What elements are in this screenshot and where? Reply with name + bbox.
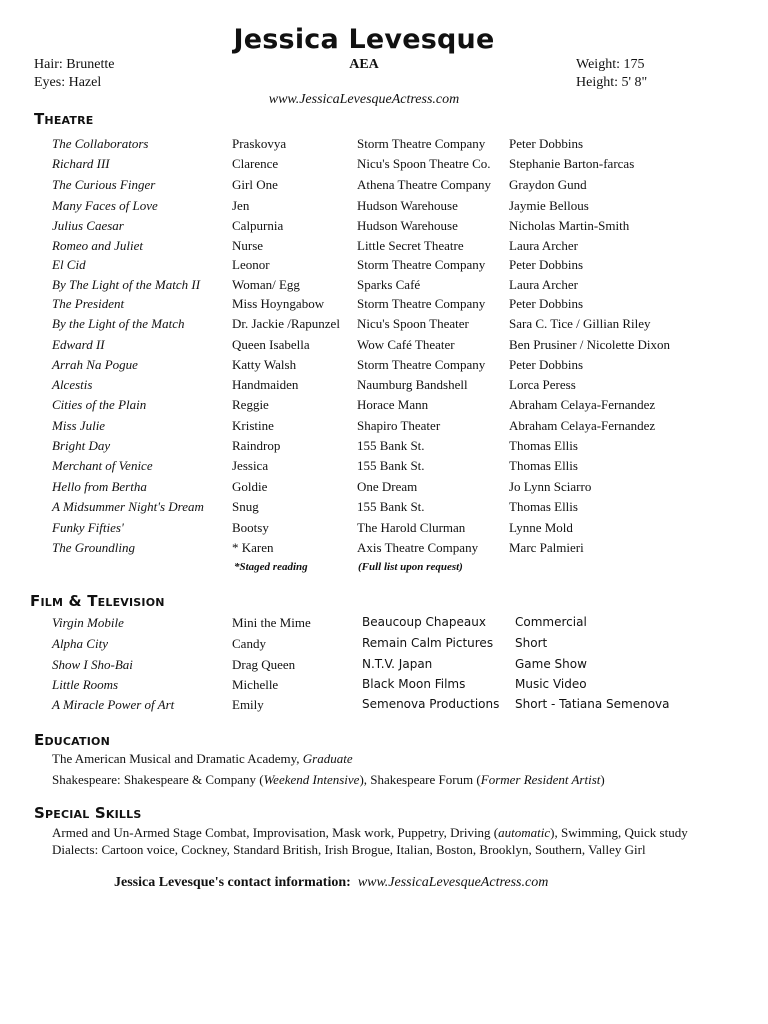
theatre-title: El Cid <box>52 257 86 272</box>
theatre-venue: Hudson Warehouse <box>357 218 458 233</box>
theatre-venue: Axis Theatre Company <box>357 540 479 555</box>
film-tv-title: Show I Sho-Bai <box>52 657 133 672</box>
theatre-role: Raindrop <box>232 438 281 453</box>
theatre-director: Jaymie Bellous <box>509 198 589 213</box>
hair-color: Hair: Brunette <box>34 57 115 72</box>
theatre-role: Dr. Jackie /Rapunzel <box>232 316 340 331</box>
theatre-venue: Little Secret Theatre <box>357 238 464 253</box>
theatre-row <box>0 337 768 357</box>
film-tv-role: Mini the Mime <box>232 615 311 630</box>
theatre-title: The Groundling <box>52 540 135 555</box>
theatre-title: The President <box>52 296 125 311</box>
film-tv-row <box>0 697 768 717</box>
theatre-director: Abraham Celaya-Fernandez <box>509 418 656 433</box>
education-amda-degree: Graduate <box>302 751 353 766</box>
special-skills-heading: Special Skills <box>34 804 142 822</box>
resume-name: Jessica Levesque <box>233 24 495 55</box>
height: Height: 5' 8" <box>576 75 648 90</box>
education-amda-text: The American Musical and Dramatic Academy, <box>52 751 303 766</box>
film-tv-heading: Film & Television <box>30 592 165 610</box>
theatre-role: Girl One <box>232 177 278 192</box>
education-heading: Education <box>34 731 110 749</box>
education-shakespeare-text-e: ) <box>600 772 605 787</box>
theatre-role: Handmaiden <box>232 377 299 392</box>
skills-text-c: ), Swimming, Quick study <box>550 825 688 840</box>
theatre-title: Funky Fifties' <box>52 520 124 535</box>
theatre-venue: Wow Café Theater <box>357 337 455 352</box>
theatre-role: Nurse <box>232 238 264 253</box>
theatre-row <box>0 397 768 417</box>
theatre-title: By the Light of the Match <box>52 316 185 331</box>
film-tv-row <box>0 636 768 656</box>
theatre-director: Jo Lynn Sciarro <box>509 479 592 494</box>
theatre-venue: One Dream <box>357 479 418 494</box>
theatre-title: Richard III <box>52 156 110 171</box>
film-tv-company: Semenova Productions <box>362 697 500 711</box>
theatre-director: Lorca Peress <box>509 377 576 392</box>
theatre-title: Many Faces of Love <box>52 198 158 213</box>
theatre-title: The Collaborators <box>52 136 149 151</box>
theatre-role: Jen <box>232 198 250 213</box>
theatre-row <box>0 177 768 197</box>
theatre-row <box>0 499 768 519</box>
theatre-role: Woman/ Egg <box>232 277 300 292</box>
theatre-role: Katty Walsh <box>232 357 297 372</box>
theatre-title: Edward II <box>52 337 105 352</box>
film-tv-type: Short - Tatiana Semenova <box>515 697 670 711</box>
theatre-director: Graydon Gund <box>509 177 587 192</box>
theatre-row <box>0 238 768 258</box>
theatre-venue: Athena Theatre Company <box>357 177 492 192</box>
film-tv-type: Game Show <box>515 657 587 671</box>
theatre-role: Queen Isabella <box>232 337 310 352</box>
theatre-director: Peter Dobbins <box>509 257 584 272</box>
theatre-row <box>0 458 768 478</box>
theatre-title: Arrah Na Pogue <box>52 357 138 372</box>
theatre-role: Bootsy <box>232 520 269 535</box>
theatre-title: Julius Caesar <box>52 218 124 233</box>
theatre-role: Calpurnia <box>232 218 284 233</box>
theatre-row <box>0 296 768 316</box>
theatre-director: Lynne Mold <box>509 520 573 535</box>
theatre-title: Romeo and Juliet <box>52 238 143 253</box>
theatre-director: Thomas Ellis <box>509 499 578 514</box>
theatre-role: Praskovya <box>232 136 287 151</box>
theatre-venue: Nicu's Spoon Theater <box>357 316 469 331</box>
theatre-row <box>0 357 768 377</box>
theatre-row <box>0 377 768 397</box>
education-shakespeare-text-b: Weekend Intensive <box>263 772 360 787</box>
theatre-title: Alcestis <box>52 377 93 392</box>
union-affiliation: AEA <box>349 57 379 72</box>
theatre-director: Peter Dobbins <box>509 357 584 372</box>
education-line-amda <box>52 751 353 767</box>
theatre-venue: Storm Theatre Company <box>357 136 486 151</box>
film-tv-type: Music Video <box>515 677 587 691</box>
education-shakespeare-text-d: Former Resident Artist <box>480 772 601 787</box>
theatre-director: Laura Archer <box>509 238 578 253</box>
film-tv-row <box>0 615 768 635</box>
theatre-director: Laura Archer <box>509 277 578 292</box>
film-tv-type: Commercial <box>515 615 587 629</box>
theatre-director: Stephanie Barton-farcas <box>509 156 635 171</box>
film-tv-company: Beaucoup Chapeaux <box>362 615 486 629</box>
contact-label: Jessica Levesque's contact information: <box>114 875 351 890</box>
theatre-row <box>0 198 768 218</box>
theatre-row <box>0 479 768 499</box>
theatre-role: * Karen <box>232 540 274 555</box>
theatre-venue: Horace Mann <box>357 397 429 412</box>
skills-line-combat <box>52 825 688 841</box>
staged-reading-note: *Staged reading <box>234 561 308 573</box>
theatre-role: Goldie <box>232 479 268 494</box>
skills-line-dialects: Dialects: Cartoon voice, Cockney, Standard British, Irish Brogue, Italian, Boston, Brooklyn, Southern, Valley Girl <box>52 842 646 857</box>
theatre-title: Miss Julie <box>52 418 106 433</box>
contact-line <box>114 875 548 891</box>
education-shakespeare-text-a: Shakespeare: Shakespeare & Company ( <box>52 772 264 787</box>
theatre-row <box>0 418 768 438</box>
theatre-row <box>0 438 768 458</box>
theatre-role: Clarence <box>232 156 279 171</box>
theatre-director: Peter Dobbins <box>509 136 584 151</box>
theatre-row <box>0 257 768 277</box>
theatre-venue: Storm Theatre Company <box>357 296 486 311</box>
theatre-venue: Storm Theatre Company <box>357 257 486 272</box>
theatre-row <box>0 218 768 238</box>
theatre-role: Snug <box>232 499 259 514</box>
theatre-venue: Sparks Café <box>357 277 421 292</box>
film-tv-row <box>0 677 768 697</box>
skills-text-b: automatic <box>498 825 551 840</box>
theatre-row <box>0 156 768 176</box>
theatre-title: Merchant of Venice <box>52 458 153 473</box>
theatre-role: Jessica <box>232 458 269 473</box>
header-website-link[interactable]: www.JessicaLevesqueActress.com <box>268 92 460 107</box>
theatre-role: Miss Hoyngabow <box>232 296 325 311</box>
skills-text-a: Armed and Un-Armed Stage Combat, Improvisation, Mask work, Puppetry, Driving ( <box>52 825 499 840</box>
theatre-venue: 155 Bank St. <box>357 458 425 473</box>
eye-color: Eyes: Hazel <box>34 75 102 90</box>
theatre-venue: Nicu's Spoon Theatre Co. <box>357 156 491 171</box>
theatre-venue: The Harold Clurman <box>357 520 466 535</box>
theatre-row <box>0 277 768 297</box>
film-tv-role: Emily <box>232 697 264 712</box>
education-line-shakespeare <box>52 772 605 788</box>
film-tv-title: A Miracle Power of Art <box>52 697 175 712</box>
film-tv-title: Alpha City <box>52 636 108 651</box>
theatre-venue: Naumburg Bandshell <box>357 377 468 392</box>
theatre-director: Ben Prusiner / Nicolette Dixon <box>509 337 671 352</box>
theatre-heading: Theatre <box>34 110 94 128</box>
film-tv-company: Remain Calm Pictures <box>362 636 494 650</box>
theatre-venue: 155 Bank St. <box>357 438 425 453</box>
theatre-venue: Shapiro Theater <box>357 418 441 433</box>
education-shakespeare-text-c: ), Shakespeare Forum ( <box>359 772 481 787</box>
theatre-venue: 155 Bank St. <box>357 499 425 514</box>
theatre-title: Bright Day <box>52 438 111 453</box>
full-list-note: (Full list upon request) <box>358 561 463 573</box>
theatre-title: The Curious Finger <box>52 177 156 192</box>
film-tv-type: Short <box>515 636 548 650</box>
theatre-role: Reggie <box>232 397 269 412</box>
film-tv-title: Virgin Mobile <box>52 615 124 630</box>
theatre-row <box>0 520 768 540</box>
film-tv-title: Little Rooms <box>52 677 119 692</box>
theatre-row <box>0 136 768 156</box>
theatre-director: Nicholas Martin-Smith <box>509 218 630 233</box>
film-tv-role: Michelle <box>232 677 279 692</box>
film-tv-role: Drag Queen <box>232 657 296 672</box>
theatre-row <box>0 540 768 560</box>
film-tv-company: N.T.V. Japan <box>362 657 433 671</box>
theatre-title: Hello from Bertha <box>52 479 147 494</box>
theatre-director: Abraham Celaya-Fernandez <box>509 397 656 412</box>
film-tv-company: Black Moon Films <box>362 677 466 691</box>
theatre-role: Kristine <box>232 418 274 433</box>
theatre-director: Sara C. Tice / Gillian Riley <box>509 316 651 331</box>
theatre-role: Leonor <box>232 257 270 272</box>
theatre-title: A Midsummer Night's Dream <box>52 499 204 514</box>
theatre-director: Thomas Ellis <box>509 458 578 473</box>
theatre-director: Peter Dobbins <box>509 296 584 311</box>
theatre-title: By The Light of the Match II <box>52 277 201 292</box>
theatre-director: Marc Palmieri <box>509 540 584 555</box>
theatre-director: Thomas Ellis <box>509 438 578 453</box>
theatre-title: Cities of the Plain <box>52 397 147 412</box>
theatre-venue: Hudson Warehouse <box>357 198 458 213</box>
theatre-row <box>0 316 768 336</box>
contact-website-link[interactable]: www.JessicaLevesqueActress.com <box>357 875 549 890</box>
theatre-venue: Storm Theatre Company <box>357 357 486 372</box>
weight: Weight: 175 <box>576 57 645 72</box>
film-tv-role: Candy <box>232 636 266 651</box>
film-tv-row <box>0 657 768 677</box>
